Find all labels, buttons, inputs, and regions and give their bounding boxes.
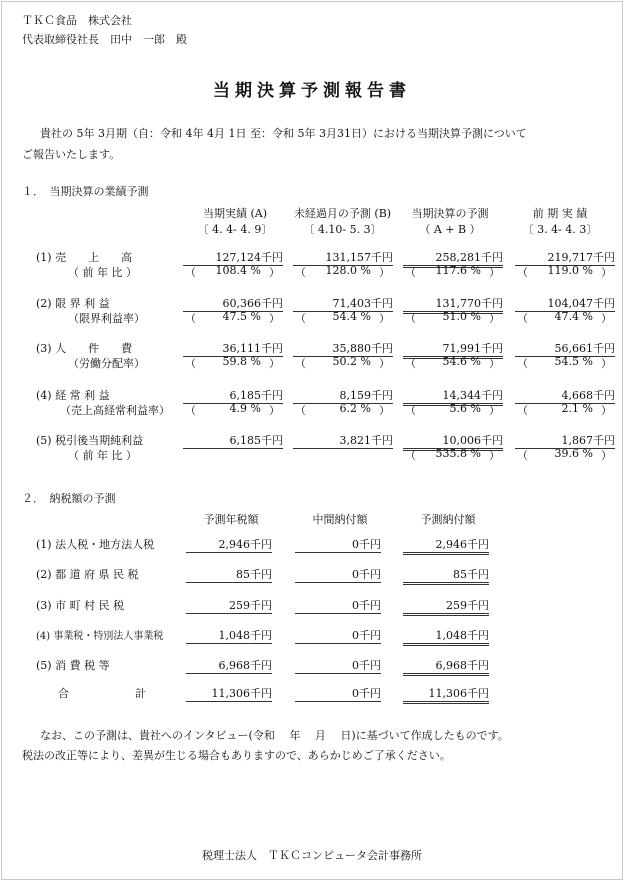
s1-value-cell: 8,159千円 (293, 387, 393, 404)
s1-paren-close: ） (489, 449, 500, 462)
s1-percent: 47.4 % (554, 310, 593, 323)
s1-paren-open: （ (185, 312, 196, 325)
s1-value-cell: 60,366千円 (183, 295, 283, 312)
s1-value-cell: 71,991千円 (403, 340, 503, 359)
s1-value-cell: 127,124千円 (183, 249, 283, 266)
s1-value-cell: 6,185千円 (183, 432, 283, 449)
s1-col-3-label: 当期決算の予測 (411, 207, 489, 220)
s1-value-cell: 1,867千円 (515, 432, 615, 449)
company-name: ＴＫＣ食品 株式会社 (22, 14, 132, 27)
s1-value-cell: 10,006千円 (403, 432, 503, 451)
s1-row-sublabel: （ 前 年 比 ） (68, 449, 137, 462)
s1-paren-open: （ (517, 404, 528, 417)
s2-value-cell: 259千円 (186, 597, 272, 614)
s1-percent: 119.0 % (547, 264, 593, 277)
s1-value-cell: 56,661千円 (515, 340, 615, 357)
s1-row-label: (1) 売 上 高 (36, 251, 133, 264)
s1-paren-close: ） (269, 312, 280, 325)
s1-paren-close: ） (489, 404, 500, 417)
s2-row-label: 合 計 (58, 687, 146, 700)
s2-row-label: (2) 都 道 府 県 民 税 (36, 568, 139, 581)
s1-value-cell: 104,047千円 (515, 295, 615, 312)
s1-paren-open: （ (185, 357, 196, 370)
s1-row-label: (4) 経 常 利 益 (36, 389, 110, 402)
s1-percent: 6.2 % (339, 402, 371, 415)
intro-line-1: 貴社の 5年 3月期（自：令和 4年 4月 1日 至：令和 5年 3月31日）における当期決算予測について (40, 127, 527, 140)
s1-col-4-label: 前 期 実 績 (532, 207, 588, 220)
s1-paren-open: （ (295, 404, 306, 417)
s2-col-1-label: 予測年税額 (203, 513, 259, 526)
note-line-2: 税法の改正等により、差異が生じる場合もありますので、あらかじめご了承ください。 (22, 749, 451, 762)
s1-value-cell: 71,403千円 (293, 295, 393, 312)
s1-paren-open: （ (405, 312, 416, 325)
s1-paren-open: （ (517, 312, 528, 325)
document-title: 当期決算予測報告書 (213, 81, 411, 101)
s1-paren-close: ） (269, 404, 280, 417)
s1-value-cell: 258,281千円 (403, 249, 503, 268)
s2-value-cell: 0千円 (295, 597, 381, 614)
s1-row-label: (5) 税引後当期純利益 (36, 434, 144, 447)
firm-name: 税理士法人 ＴＫＣコンピュータ会計事務所 (202, 849, 422, 862)
s2-value-cell: 6,968千円 (186, 657, 272, 674)
addressee: 代表取締役社長 田中 一郎 殿 (22, 33, 187, 46)
s1-col-2-period: 〔 4.10- 5. 3〕 (303, 223, 382, 236)
s1-value-cell: 6,185千円 (183, 387, 283, 404)
s2-value-cell: 1,048千円 (403, 627, 489, 646)
s1-col-2-label: 未経過月の予測 (B) (293, 207, 392, 220)
s1-value-cell: 3,821千円 (293, 432, 393, 449)
s2-value-cell: 0千円 (295, 566, 381, 583)
s1-col-3-period: （ A + B ） (419, 223, 481, 236)
s1-percent: 54.6 % (442, 355, 481, 368)
s1-paren-close: ） (269, 357, 280, 370)
s1-paren-open: （ (185, 266, 196, 279)
s2-col-2-label: 中間納付額 (312, 513, 368, 526)
s2-value-cell: 2,946千円 (403, 536, 489, 555)
s2-col-3-label: 予測納付額 (420, 513, 476, 526)
s1-percent: 535.8 % (435, 447, 481, 460)
s1-percent: 2.1 % (561, 402, 593, 415)
s1-paren-close: ） (601, 357, 612, 370)
s1-percent: 47.5 % (222, 310, 261, 323)
s1-paren-close: ） (379, 312, 390, 325)
s1-paren-close: ） (489, 357, 500, 370)
s1-percent: 5.6 % (449, 402, 481, 415)
s1-paren-open: （ (405, 404, 416, 417)
s2-row-label: (3) 市 町 村 民 税 (36, 599, 125, 612)
s1-paren-open: （ (405, 266, 416, 279)
s1-paren-open: （ (517, 357, 528, 370)
s2-value-cell: 11,306千円 (186, 685, 272, 702)
s1-row-sublabel: （労働分配率） (68, 357, 145, 370)
s1-paren-open: （ (517, 449, 528, 462)
s1-value-cell: 131,157千円 (293, 249, 393, 266)
s1-percent: 4.9 % (229, 402, 261, 415)
section1-heading: １． 当期決算の業績予測 (22, 185, 149, 198)
s2-value-cell: 0千円 (295, 685, 381, 702)
s1-row-label: (3) 人 件 費 (36, 342, 133, 355)
s1-row-sublabel: （限界利益率） (68, 312, 145, 325)
s1-percent: 54.4 % (332, 310, 371, 323)
section2-heading: ２． 納税額の予測 (22, 492, 116, 505)
s2-value-cell: 259千円 (403, 597, 489, 616)
s1-percent: 51.0 % (442, 310, 481, 323)
s2-value-cell: 0千円 (295, 657, 381, 674)
s1-paren-open: （ (295, 312, 306, 325)
s1-row-sublabel: （ 前 年 比 ） (68, 266, 137, 279)
s1-col-4-period: 〔 3. 4- 4. 3〕 (522, 223, 598, 236)
s1-paren-open: （ (295, 357, 306, 370)
s1-value-cell: 35,880千円 (293, 340, 393, 357)
s1-col-1-label: 当期実績 (A) (202, 207, 268, 220)
s1-paren-open: （ (185, 404, 196, 417)
s1-paren-close: ） (601, 404, 612, 417)
s1-paren-close: ） (601, 312, 612, 325)
s2-value-cell: 1,048千円 (186, 627, 272, 644)
s2-row-label: (5) 消 費 税 等 (36, 659, 110, 672)
s1-percent: 59.8 % (222, 355, 261, 368)
note-line-1: なお、この予測は、貴社へのインタビュー(令和 年 月 日)に基づいて作成したものです。 (40, 729, 509, 742)
s1-value-cell: 4,668千円 (515, 387, 615, 404)
s1-paren-close: ） (489, 312, 500, 325)
s1-percent: 39.6 % (554, 447, 593, 460)
s1-paren-close: ） (601, 449, 612, 462)
s1-paren-open: （ (295, 266, 306, 279)
s1-paren-close: ） (489, 266, 500, 279)
s2-value-cell: 6,968千円 (403, 657, 489, 676)
s2-row-label: (1) 法人税・地方法人税 (36, 538, 155, 551)
intro-line-2: ご報告いたします。 (22, 148, 121, 161)
s1-row-sublabel: （売上高経常利益率） (60, 404, 170, 417)
s2-value-cell: 0千円 (295, 536, 381, 553)
s1-paren-close: ） (269, 266, 280, 279)
s2-value-cell: 11,306千円 (403, 685, 489, 704)
s1-paren-close: ） (601, 266, 612, 279)
s1-row-label: (2) 限 界 利 益 (36, 297, 110, 310)
s2-value-cell: 85千円 (403, 566, 489, 585)
s1-paren-close: ） (379, 404, 390, 417)
s1-percent: 117.6 % (435, 264, 481, 277)
s1-value-cell: 14,344千円 (403, 387, 503, 406)
s1-paren-open: （ (517, 266, 528, 279)
s1-percent: 108.4 % (215, 264, 261, 277)
s1-paren-open: （ (405, 449, 416, 462)
s1-value-cell: 36,111千円 (183, 340, 283, 357)
s1-percent: 128.0 % (325, 264, 371, 277)
s2-value-cell: 2,946千円 (186, 536, 272, 553)
s1-value-cell: 219,717千円 (515, 249, 615, 266)
s1-paren-close: ） (379, 266, 390, 279)
s1-percent: 54.5 % (554, 355, 593, 368)
s1-paren-open: （ (405, 357, 416, 370)
s2-value-cell: 0千円 (295, 627, 381, 644)
s1-percent: 50.2 % (332, 355, 371, 368)
s1-paren-close: ） (379, 357, 390, 370)
s2-value-cell: 85千円 (186, 566, 272, 583)
s2-row-label: (4) 事業税・特別法人事業税 (36, 631, 164, 642)
s1-col-1-period: 〔 4. 4- 4. 9〕 (197, 223, 273, 236)
s1-value-cell: 131,770千円 (403, 295, 503, 314)
